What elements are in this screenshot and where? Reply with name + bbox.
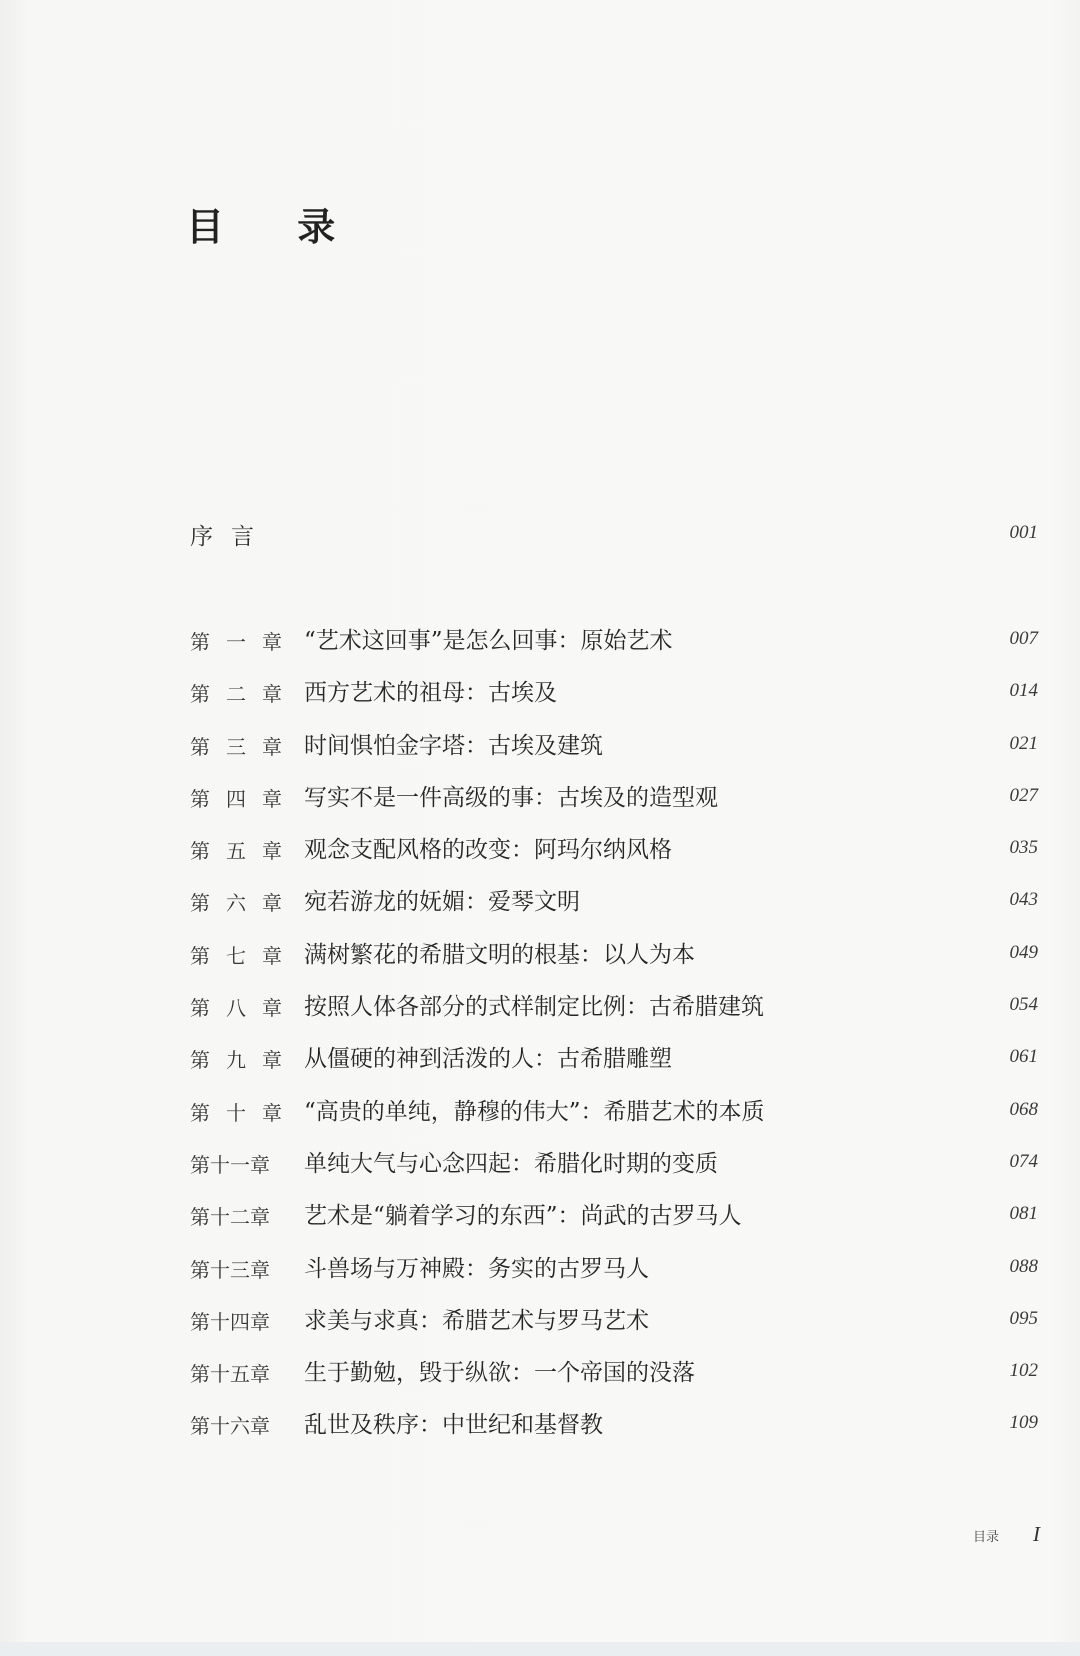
- chapter-page-number: 035: [1009, 837, 1038, 859]
- chapter-number: [190, 1044, 282, 1073]
- page-bottom-edge: [0, 1642, 1080, 1656]
- chapter-number: [190, 1306, 282, 1335]
- chapter-page-number: 061: [1009, 1046, 1038, 1068]
- chapter-number-part: 章: [262, 996, 282, 1021]
- toc-row: [190, 829, 1038, 881]
- chapter-number-part: 章: [262, 630, 282, 654]
- chapter-title: 艺术是“躺着学习的东西”：尚武的古罗马人: [304, 1203, 742, 1230]
- chapter-number: [190, 1097, 282, 1126]
- chapter-number-part: 第: [190, 682, 210, 707]
- chapter-title: 按照人体各部分的式样制定比例：古希腊建筑: [304, 994, 764, 1021]
- chapter-title: 单纯大气与心念四起：希腊化时期的变质: [304, 1150, 718, 1177]
- chapter-number-part: 八: [226, 996, 246, 1021]
- chapter-number-part: 第十六章: [190, 1414, 270, 1439]
- toc-row: [190, 620, 1038, 672]
- chapter-number-part: 三: [226, 734, 246, 759]
- chapter-title: 生于勤勉，毁于纵欲：一个帝国的没落: [304, 1360, 695, 1387]
- toc-row: [190, 1300, 1038, 1352]
- chapter-number-part: 五: [226, 839, 246, 864]
- chapter-page-number: 109: [1009, 1412, 1038, 1434]
- toc-row: [190, 1038, 1038, 1090]
- footer-label: 目录: [972, 1530, 999, 1545]
- chapter-number: [190, 678, 282, 707]
- toc-row: [190, 1248, 1038, 1300]
- chapter-number-part: 章: [262, 682, 282, 707]
- chapter-number: [190, 887, 282, 916]
- chapter-number: [190, 1149, 282, 1178]
- chapter-number-part: 第: [190, 1100, 210, 1125]
- chapter-number-part: 第: [190, 734, 210, 759]
- chapter-number: [190, 1358, 282, 1387]
- chapter-number-part: 章: [262, 943, 282, 968]
- chapter-number-part: 二: [226, 682, 246, 707]
- chapter-title: 斗兽场与万神殿：务实的古罗马人: [304, 1255, 649, 1282]
- chapter-title: 从僵硬的神到活泼的人：古希腊雕塑: [304, 1046, 672, 1073]
- preface-page-number: 001: [1009, 522, 1038, 543]
- chapter-number-part: 一: [226, 630, 246, 654]
- toc-row: [190, 672, 1038, 724]
- chapter-number-part: 第: [190, 786, 210, 811]
- chapter-number: [190, 1254, 282, 1283]
- toc-row: [190, 934, 1038, 986]
- chapter-page-number: 102: [1009, 1360, 1038, 1382]
- chapter-number: [190, 731, 282, 760]
- chapter-number-part: 第十三章: [190, 1257, 270, 1282]
- chapter-page-number: 027: [1009, 784, 1038, 806]
- chapter-title: 时间惧怕金字塔：古埃及建筑: [304, 732, 603, 759]
- chapter-page-number: 043: [1009, 889, 1038, 911]
- chapter-number-part: 四: [226, 786, 246, 811]
- toc-preface-row: [190, 518, 1038, 552]
- chapter-number-part: 章: [262, 839, 282, 864]
- chapter-number: [190, 992, 282, 1021]
- toc-row: [190, 1091, 1038, 1143]
- chapter-number-part: 章: [262, 1100, 282, 1125]
- chapter-number-part: 章: [262, 786, 282, 811]
- chapter-page-number: 054: [1009, 994, 1038, 1016]
- chapter-page-number: 007: [1009, 628, 1038, 649]
- chapter-number: [190, 783, 282, 812]
- chapter-number-part: 九: [226, 1048, 246, 1073]
- chapter-number-part: 七: [226, 943, 246, 968]
- chapter-page-number: 014: [1009, 680, 1038, 702]
- preface-label: 序言: [190, 524, 272, 550]
- chapter-number: [190, 626, 282, 655]
- chapter-number-part: 第十二章: [190, 1205, 270, 1230]
- toc-row: [190, 725, 1038, 777]
- toc-row: [190, 986, 1038, 1038]
- toc-row: [190, 1195, 1038, 1247]
- chapter-number: [190, 835, 282, 864]
- chapter-number: [190, 1201, 282, 1230]
- chapter-page-number: 081: [1009, 1203, 1038, 1225]
- chapter-number-part: 第: [190, 996, 210, 1021]
- chapter-number: [190, 1410, 282, 1439]
- chapter-number-part: 第: [190, 630, 210, 654]
- chapter-title: 西方艺术的祖母：古埃及: [304, 680, 557, 707]
- chapter-page-number: 074: [1009, 1150, 1038, 1172]
- chapter-title: “高贵的单纯，静穆的伟大”：希腊艺术的本质: [304, 1098, 765, 1125]
- toc-row: [190, 1143, 1038, 1195]
- footer-page-number: I: [1033, 1522, 1040, 1546]
- chapter-number-part: 章: [262, 734, 282, 759]
- chapter-title: 乱世及秩序：中世纪和基督教: [304, 1412, 603, 1439]
- chapter-number-part: 第: [190, 943, 210, 968]
- chapter-number-part: 章: [262, 1048, 282, 1073]
- chapter-number-part: 第: [190, 891, 210, 916]
- page-title: 目 录: [186, 204, 366, 249]
- chapter-title: 观念支配风格的改变：阿玛尔纳风格: [304, 837, 672, 864]
- chapter-title: 满树繁花的希腊文明的根基：以人为本: [304, 941, 695, 968]
- chapter-page-number: 049: [1009, 941, 1038, 963]
- toc-chapter-list: [190, 620, 1038, 1457]
- toc-row: [190, 1352, 1038, 1404]
- chapter-title: “艺术这回事”是怎么回事：原始艺术: [304, 628, 673, 654]
- chapter-number-part: 十: [226, 1100, 246, 1125]
- chapter-title: 写实不是一件高级的事：古埃及的造型观: [304, 784, 718, 811]
- chapter-number-part: 第: [190, 1048, 210, 1073]
- chapter-title: 求美与求真：希腊艺术与罗马艺术: [304, 1307, 649, 1334]
- chapter-number-part: 第十五章: [190, 1362, 270, 1387]
- chapter-title: 宛若游龙的妩媚：爱琴文明: [304, 889, 580, 916]
- chapter-number: [190, 940, 282, 969]
- page-footer: [973, 1522, 1040, 1548]
- chapter-number-part: 章: [262, 891, 282, 916]
- chapter-page-number: 021: [1009, 732, 1038, 754]
- chapter-page-number: 088: [1009, 1255, 1038, 1277]
- chapter-number-part: 第: [190, 839, 210, 864]
- chapter-number-part: 第十一章: [190, 1152, 270, 1177]
- chapter-page-number: 095: [1009, 1307, 1038, 1329]
- chapter-page-number: 068: [1009, 1098, 1038, 1120]
- chapter-number-part: 六: [226, 891, 246, 916]
- toc-row: [190, 1404, 1038, 1456]
- toc-row: [190, 881, 1038, 933]
- toc-row: [190, 777, 1038, 829]
- chapter-number-part: 第十四章: [190, 1309, 270, 1334]
